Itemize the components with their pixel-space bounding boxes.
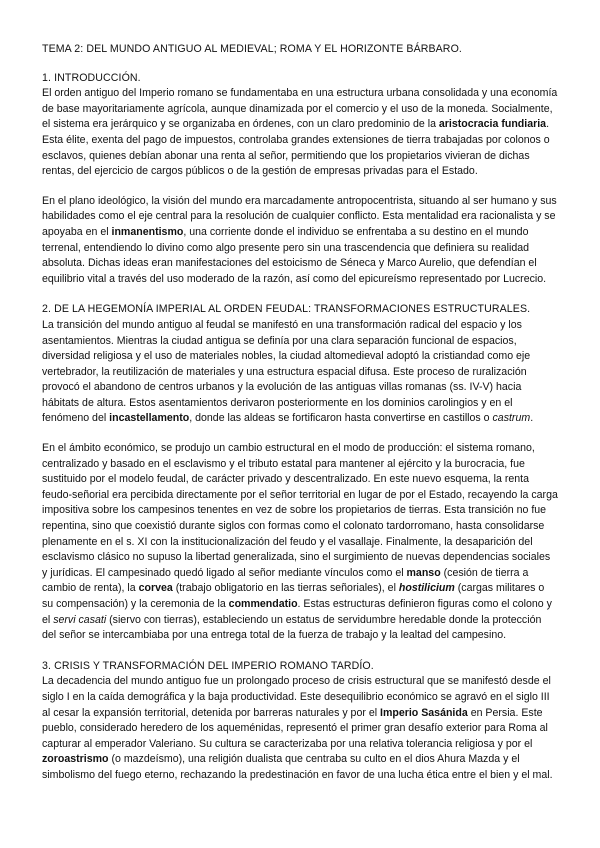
paragraph-text: El orden antiguo del Imperio romano se fundamentaba en una estructura urbana consolidada y una economía de base mayoritariamente agrícola, aunque dinamizada por el comercio y el uso de la moneda. Socialmente, el sistema era jerárquico y se organizaba en órdenes, con un claro predominio de la [42, 87, 558, 131]
paragraph-text: (cesión de tierra a cambio de renta), la [42, 566, 529, 595]
paragraph-text: La decadencia del mundo antiguo fue un prolongado proceso de crisis estructural que se manifestó desde el siglo I en la caída demográfica y la baja productividad. Este desequilibrio económico se agravó en el siglo III al cesar la expansión territorial, detenida por barreras naturales y por el [42, 675, 551, 719]
paragraph-text: (o mazdeísmo), una religión dualista que centraba su culto en el dios Ahura Mazda y el simbolismo del fuego eterno, rechazando la predestinación en favor de una lucha ética entre el bien y el mal. [42, 753, 553, 781]
term-castrum: castrum [492, 412, 531, 425]
paragraph-text: En el plano ideológico, la visión del mundo era marcadamente antropocentrista, situando al ser humano y sus habilidades como el eje central para la resolución de cualquier conflicto. Esta mentalidad era racionalista y se apoyaba en el [42, 194, 557, 238]
paragraph-text: . Estas estructuras definieron figuras como el colono y el [42, 598, 552, 626]
document-page [42, 42, 558, 798]
term-hostilicium-text: hostilicium [398, 582, 455, 595]
paragraph-text: En el ámbito económico, se produjo un cambio estructural en el modo de producción: el sistema romano, centralizado y basado en el esclavismo y el tributo estatal para mantener al ejército y la burocracia, fue sustituido por el modelo feudal, de carácter privado y descentralizado. En este nuevo esquema, la renta feudo-señorial era percibida directamente por el señor territorial en lugar de por el Estado, recayendo la carga impositiva sobre los campesinos tenentes en vez de sobre los propietarios de tierras. Esta transición no fue repentina, sino que coexistió durante siglos con formas como el colonato tardorromano, hasta consolidarse plenamente en el s. XI con la institucionalización del feudo y el vasallaje. Finalmente, la desaparición del esclavismo clásico no supuso la libertad generalizada, sino el surgimiento de nuevas dependencias sociales y jurídicas. El campesinado quedó ligado al señor mediante vínculos como el [42, 442, 558, 579]
paragraph-text: , una corriente donde el individuo se enfrentaba a su destino en el mundo terrenal, entendiendo lo divino como algo presente pero sin una trascendencia que definiera su realidad absoluta. Dichas ideas eran manifestaciones del estoicismo de Séneca y Marco Aurelio, que defendían el equilibrio vital a través del uso moderado de la razón, así como del epicureísmo representado por Lucrecio. [42, 225, 547, 285]
paragraph-text: en Persia. Este pueblo, considerado heredero de los aqueménidas, representó el primer gran desafío exterior para Roma al capturar al emperador Valeriano. Su cultura se caracterizaba por una relativa tolerancia religiosa y por el [42, 706, 548, 750]
paragraph [42, 86, 558, 180]
term-zoroastrismo: zoroastrismo [42, 753, 109, 766]
section-heading-introduccion: 1. INTRODUCCIÓN. [42, 71, 141, 84]
document-title: TEMA 2: DEL MUNDO ANTIGUO AL MEDIEVAL; ROMA Y EL HORIZONTE BÁRBARO. [42, 43, 462, 55]
term-imperio-sasanida: Imperio Sasánida [380, 706, 468, 719]
paragraph [42, 318, 558, 427]
term-servi-casati: servi casati [53, 613, 107, 626]
term-inmanentismo: inmanentismo [111, 225, 184, 238]
paragraph [42, 441, 558, 644]
paragraph-text: (trabajo obligatorio en las tierras señoriales), el [172, 582, 399, 595]
paragraph-text: La transición del mundo antiguo al feudal se manifestó en una transformación radical del espacio y los asentamientos. Mientras la ciudad antigua se definía por una clara separación funcional de espacios, diversidad religiosa y el uso de materiales nobles, la ciudad altomedieval adoptó la cristiandad como eje vertebrador, la reutilización de materiales y una estructura espacial difusa. Este proceso de ruralización provocó el abandono de centros urbanos y la evolución de las antiguas villas romanas (ss. IV-V) hacia hábitats de altura. Estos asentamientos derivaron posteriormente en los dominios carolingios y en el fenómeno del [42, 318, 531, 425]
paragraph [42, 674, 558, 783]
paragraph-text: (cargas militares o su compensación) y la ceremonia de la [42, 582, 545, 610]
section-heading-hegemonia: 2. DE LA HEGEMONÍA IMPERIAL AL ORDEN FEUDAL: TRANSFORMACIONES ESTRUCTURALES. [42, 303, 531, 316]
term-commendatio: commendatio [228, 598, 298, 610]
paragraph-text: , donde las aldeas se fortificaron hasta convertirse en castillos o [189, 412, 493, 425]
term-incastellamento: incastellamento [109, 412, 190, 425]
term-hostilicium [399, 582, 455, 594]
paragraph-text: (siervo con tierras), estableciendo un estatus de servidumbre heredable donde la protección del señor se intercambiaba por una entrega total de la fuerza de trabajo y la lealtad del campesino. [42, 613, 542, 642]
section-heading-crisis: 3. CRISIS Y TRANSFORMACIÓN DEL IMPERIO ROMANO TARDÍO. [42, 659, 374, 672]
term-corvea: corvea [138, 582, 173, 595]
term-aristocracia-fundiaria: aristocracia fundiaria [438, 118, 547, 131]
term-manso: manso [406, 566, 441, 579]
paragraph [42, 194, 558, 288]
paragraph-text: . Esta élite, exenta del pago de impuestos, controlaba grandes extensiones de tierra trabajadas por colonos o esclavos, quienes debían abonar una renta al señor, permitiendo que los propietarios vivieran de dichas rentas, del ejercicio de cargos públicos o de la gestión de empresas privadas para el Estado. [42, 118, 550, 178]
paragraph-text: . [530, 412, 534, 425]
